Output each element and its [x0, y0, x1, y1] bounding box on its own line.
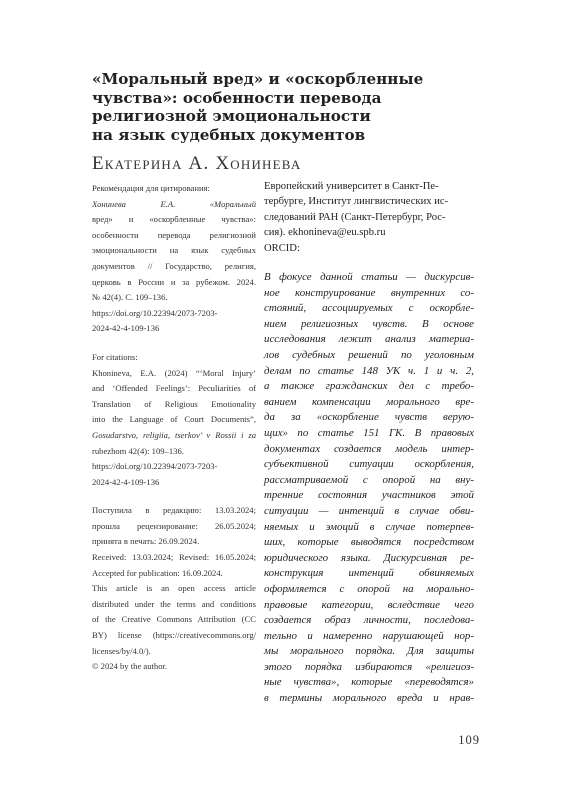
- title-line: на язык судебных документов: [92, 125, 366, 144]
- citation-ru-line: Хонинева Е.А. «Моральный: [92, 198, 256, 209]
- abstract: [264, 270, 474, 707]
- license-line: This article is an open access article: [92, 583, 256, 594]
- citation-en-doi[interactable]: 2024-42-4-109-136: [92, 476, 160, 487]
- date-line: принята в печать: 26.09.2024.: [92, 536, 200, 547]
- author-name: Екатерина А. Хонинева: [92, 153, 302, 174]
- citation-ru-line: особенности перевода религиозной: [92, 229, 256, 240]
- abstract-line: исследования лежит анализ материа-: [264, 333, 474, 346]
- abstract-line: рассматриваемой с опорой на вну-: [264, 473, 474, 486]
- article-title: [92, 70, 472, 144]
- date-line: Accepted for publication: 16.09.2024.: [92, 567, 223, 578]
- abstract-line: этого порядка избираются «религиоз-: [264, 660, 474, 673]
- page-number: 109: [458, 733, 480, 747]
- abstract-line: ситуации — интенций в случае обви-: [264, 504, 474, 517]
- citation-ru-doi[interactable]: https://doi.org/10.22394/2073-7203-: [92, 307, 218, 318]
- citation-ru-line: церковь в России и за рубежом. 2024.: [92, 276, 256, 287]
- affiliation-line: тербурге, Институт лингвистических ис-: [264, 196, 449, 208]
- abstract-line: оформляется с опорой на морально-: [264, 582, 474, 595]
- citation-ru-heading: Рекомендация для цитирования:: [92, 183, 210, 193]
- abstract-line: субъективной ситуации оскорбления,: [264, 458, 474, 471]
- abstract-line: документах создается модель интер-: [264, 442, 474, 455]
- copyright-line: © 2024 by the author.: [92, 661, 168, 672]
- abstract-line: тренние состояния участников этой: [264, 489, 474, 502]
- date-line: Поступила в редакцию: 13.03.2024;: [92, 505, 256, 516]
- citation-en-line: Khonineva, E.A. (2024) “‘Moral Injury’: [92, 367, 256, 378]
- citation-ru-line: вред» и «оскорбленные чувства»:: [92, 214, 256, 225]
- abstract-line: нием религиозных чувств. В основе: [264, 317, 474, 330]
- citation-ru-line: № 42(4). С. 109–136.: [92, 292, 168, 303]
- citation-en-heading: For citations:: [92, 351, 138, 362]
- abstract-line: мы морального порядка. Для защиты: [264, 645, 474, 658]
- affiliation-line: Европейский университет в Санкт-Пе-: [264, 181, 439, 192]
- abstract-line: ные чувства», которые «переводятся»: [264, 676, 474, 689]
- abstract-line: а также гражданских дел с требо-: [264, 380, 474, 393]
- title-line: «Моральный вред» и «оскорбленные: [92, 70, 424, 88]
- orcid-label: ORCID:: [264, 242, 300, 254]
- abstract-line: лов судебных решений по уголовным: [264, 349, 474, 361]
- citation-ru-line: эмоциональности на язык судебных: [92, 245, 256, 256]
- citation-en-line: Translation of Religious Emotionality: [92, 398, 256, 409]
- title-line: религиозной эмоциональности: [92, 107, 371, 125]
- abstract-line: тельно и намеренно нарушающей нор-: [264, 629, 474, 642]
- abstract-line: ванием компенсации морального вре-: [264, 395, 474, 408]
- license-line: licenses/by/4.0/).: [92, 645, 151, 656]
- affiliation-email[interactable]: сия). ekhonineva@eu.spb.ru: [264, 227, 386, 239]
- citation-en-line: rubezhom 42(4): 109–136.: [92, 445, 184, 456]
- abstract-line: щих» по статье 151 ГК. В правовых: [264, 426, 474, 439]
- abstract-line: стояний, ассоциируемых с оскорбле-: [264, 302, 474, 315]
- citation-en-doi[interactable]: https://doi.org/10.22394/2073-7203-: [92, 461, 218, 472]
- citation-en-line: into the Language of Court Documents”,: [92, 414, 256, 425]
- abstract-line: юридического языка. Дискурсивная ре-: [264, 551, 474, 564]
- abstract-line: делам по статье 148 УК ч. 1 и ч. 2,: [264, 364, 474, 377]
- abstract-line: ное конструирование внутренних со-: [264, 286, 474, 299]
- license-line: BY) license (https://creativecommons.org/: [92, 630, 256, 641]
- abstract-line: правовые категории, вследствие чего: [264, 598, 474, 611]
- main-column: [264, 179, 474, 707]
- author-affiliation: [264, 179, 474, 256]
- license-line: distributed under the terms and conditions: [92, 598, 256, 609]
- citation-column: [92, 181, 256, 675]
- date-line: Received: 13.03.2024; Revised: 16.05.2024;: [92, 552, 256, 563]
- abstract-line: да за «оскорбление чувств верую-: [264, 411, 474, 424]
- license-line: of the Creative Commons Attribution (CC: [92, 614, 256, 625]
- citation-en-line: Gosudarstvo, religiia, tserkov’ v Rossii i za: [92, 429, 256, 440]
- abstract-line: конструкция интенций обвиняемых: [264, 567, 474, 580]
- citation-ru-doi[interactable]: 2024-42-4-109-136: [92, 323, 160, 334]
- abstract-line: В фокусе данной статьи — дискурсив-: [264, 271, 474, 284]
- abstract-line: в термины морального вреда и нрав-: [264, 692, 474, 705]
- citation-en-line: and ‘Offended Feelings’: Peculiarities of: [92, 383, 256, 394]
- affiliation-line: следований РАН (Санкт-Петербург, Рос-: [264, 211, 446, 223]
- abstract-line: няемых и эмоций в случае потерпев-: [264, 520, 474, 533]
- abstract-line: создается образ личности, последова-: [264, 614, 474, 627]
- citation-ru-line: документов // Государство, религия,: [92, 260, 256, 271]
- date-line: прошла рецензирование: 26.05.2024;: [92, 520, 256, 531]
- title-line: чувства»: особенности перевода: [92, 88, 382, 107]
- abstract-line: ших, которые выводятся посредством: [264, 536, 474, 549]
